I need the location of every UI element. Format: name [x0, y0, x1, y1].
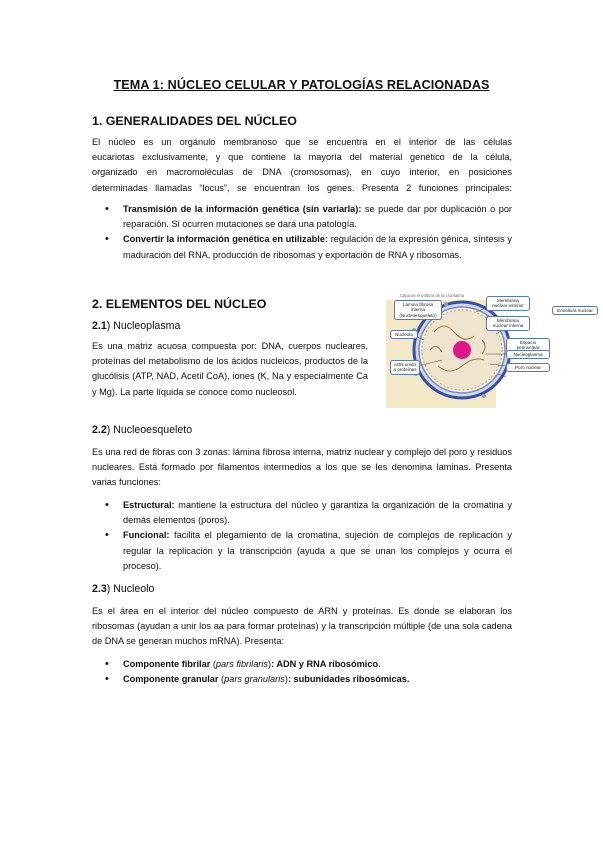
paragraph-line: organizado en macromoléculas de DNA (cromosomas), en cuyo interior, en posiciones	[92, 167, 512, 178]
subsection-2-1-heading: 2.1) Nucleoplasma	[92, 320, 181, 332]
label-membrana-interna: Membrana nuclear interna	[486, 316, 530, 331]
list-item: • Componente fibrilar (pars fibrilaris): ADN y RNA ribosómico.	[92, 657, 512, 672]
subsection-2-2-paragraph: Es una red de fibras con 3 zonas: lámina fibrosa interna, matriz nuclear y complejo del poro y residuos nucleares. Está formado por filamentos intermedios a los que se les denomina laminas. Presenta varias funciones:	[92, 447, 512, 488]
nucleolus-shape	[453, 341, 471, 359]
paragraph-line: El núcleo es un orgánulo membranoso que se encuentra en el interior de las células	[92, 137, 512, 147]
subsection-2-3-paragraph: Es el área en el interior del núcleo compuesto de ARN y proteínas. Es donde se elaboran los ribosomas (ayudan a unir los aa para formar proteínas) y la transcripción múltiple (de una sola cadena de DNA se generan muchos mRNA). Presenta:	[92, 606, 512, 647]
nucleus-diagram	[386, 292, 600, 408]
section-1-bullet-list	[92, 202, 512, 263]
label-adn: ADN unido a proteínas	[390, 360, 420, 375]
section-1-paragraph	[92, 135, 512, 196]
subsection-2-2-bullet-list	[92, 498, 512, 574]
subsection-2-3-bullet-list	[92, 657, 512, 687]
label-poro-nuclear: Poro nuclear	[506, 363, 550, 372]
list-item: • Funcional: facilita el plegamiento de la cromatina, sujeción de complejos de replicación y regular la replicación y la transcripción (ayuda a que se unan los complejos y ocurra el proceso).	[92, 528, 512, 574]
subsection-2-1-paragraph: Es una matriz acuosa compuesta por: DNA, cuerpos nucleares, proteínas del metabolismo de los ácidos nucleicos, productos de la glucólisis (ATP, NAD, Acetil CoA), iones (K, Na y especialmente Ca y Mg). La parte líquida se conoce como nucleosol.	[92, 341, 368, 397]
list-item: • Transmisión de la información genética (sin variarla): se puede dar por duplicación o por reparación. Si ocurren mutaciones se dará una patología.	[92, 202, 512, 232]
list-item: • Convertir la información genética en utilizable: regulación de la expresión génica, síntesis y maduración del RNA, producción de ribosomas y exportación de RNA y ribosomas.	[92, 232, 512, 262]
label-espacio-perinuclear: Espacio perinuclear	[506, 338, 550, 353]
section-1-heading: 1. GENERALIDADES DEL NÚCLEO	[92, 114, 297, 128]
figure-caption: Capa de envoltura de la cromatina	[400, 293, 465, 298]
section-2-heading: 2. ELEMENTOS DEL NÚCLEO	[92, 297, 267, 311]
label-nucleolo: Nucleolo	[390, 330, 418, 339]
label-membrana-exterior: Membrana nuclear exterior	[486, 296, 530, 311]
document-title: TEMA 1: NÚCLEO CELULAR Y PATOLOGÍAS RELACIONADAS	[113, 78, 490, 92]
subsection-2-3-heading: 2.3) Nucleolo	[92, 583, 155, 595]
list-item: • Estructural: mantiene la estructura del núcleo y garantiza la organización de la cromatina y demás elementos (poros).	[92, 498, 512, 528]
label-nucleoplasma: Nucleoplasma	[506, 350, 550, 359]
subsection-2-2-heading: 2.2) Nucleoesqueleto	[92, 424, 193, 436]
label-envoltura: Envoltura nuclear	[552, 306, 598, 315]
paragraph-line: eucariotas exclusivamente, y que contiene la mayoría del material genético de la célula,	[92, 152, 512, 163]
label-lamina: Lámina fibrosa interna (Nucleoesqueleto)	[394, 300, 442, 320]
list-item: • Componente granular (pars granularis): subunidades ribosómicas.	[92, 672, 512, 687]
paragraph-line: determinadas llamadas “locus”, se encuentran los genes. Presenta 2 funciones principales:	[92, 182, 512, 193]
